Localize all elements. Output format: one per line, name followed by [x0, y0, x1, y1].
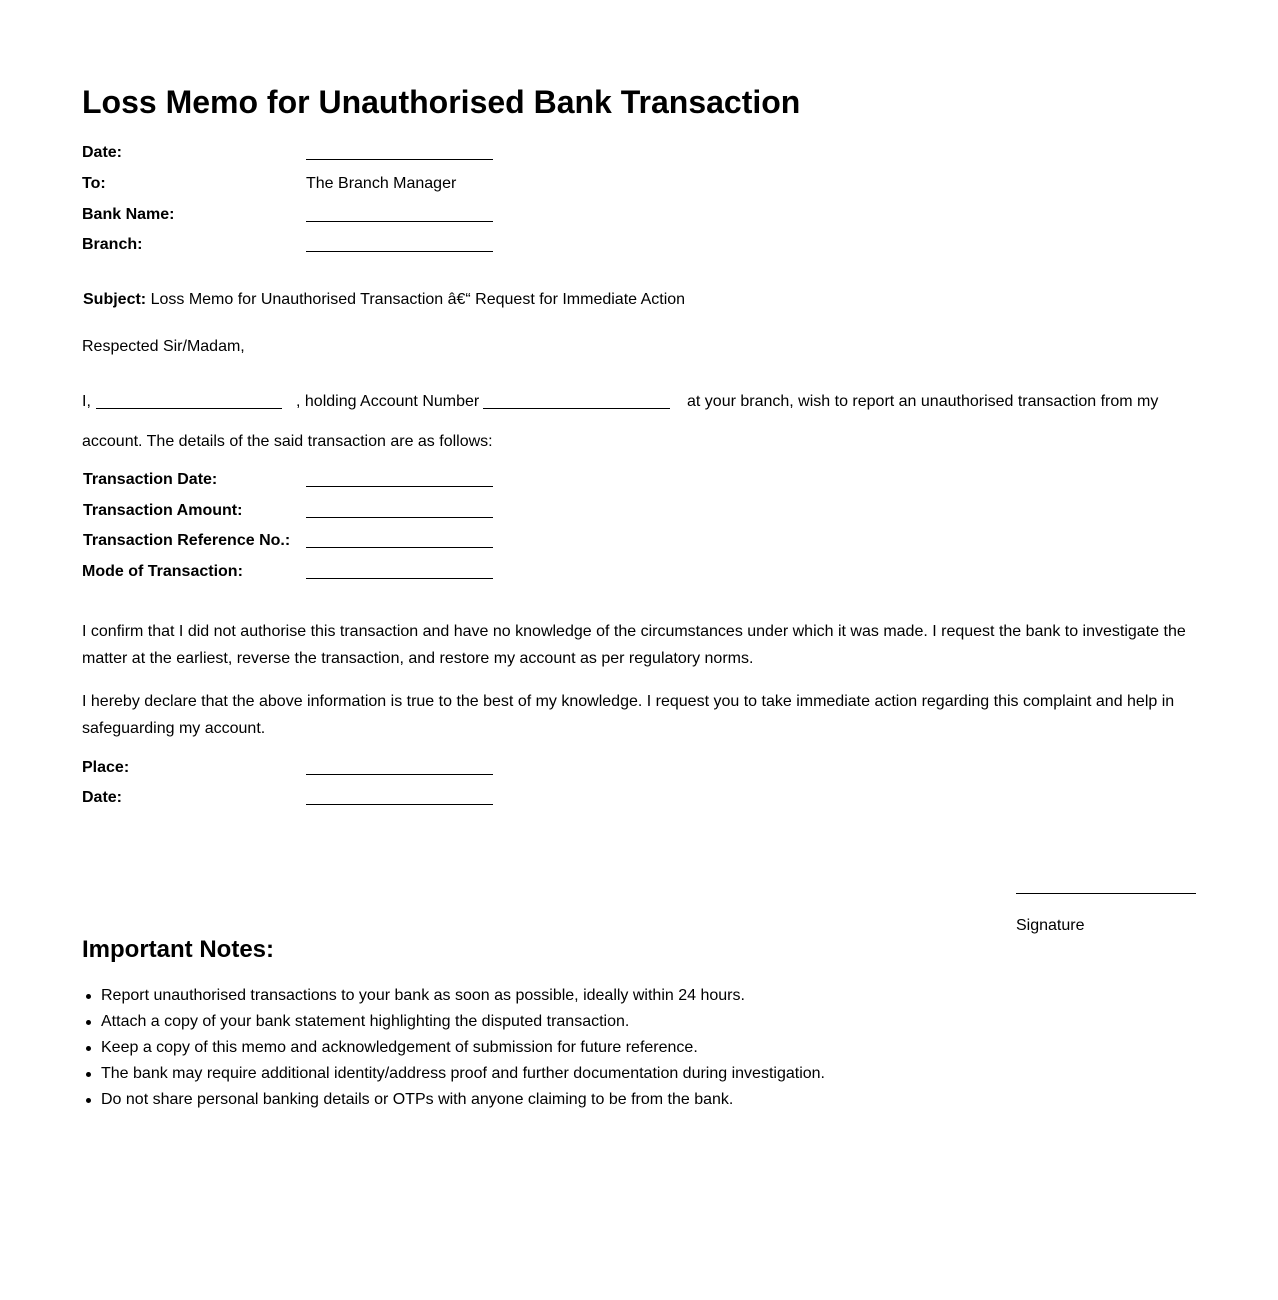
- place-blank: [306, 757, 493, 775]
- statement-line-2: account. The details of the said transaction are as follows:: [82, 433, 493, 450]
- bank-name-blank: [306, 204, 493, 222]
- subject-text: Loss Memo for Unauthorised Transaction â€“ Request for Immediate Action: [150, 291, 686, 308]
- branch-field-row: [82, 234, 682, 256]
- transaction-date-label: Transaction Date:: [83, 471, 218, 488]
- transaction-reference-row: [82, 530, 682, 552]
- transaction-reference-label: Transaction Reference No.:: [83, 532, 291, 549]
- confirmation-paragraph: I confirm that I did not authorise this transaction and have no knowledge of the circumstances under which it was made. I request the bank to investigate the matter at the earliest, reverse the transaction, and restore my account as per regulatory norms.: [82, 623, 1186, 667]
- date-blank: [306, 142, 493, 160]
- to-label: To:: [82, 175, 106, 192]
- signature-line: [1016, 876, 1196, 894]
- transaction-amount-label: Transaction Amount:: [83, 502, 243, 519]
- branch-blank: [306, 234, 493, 252]
- transaction-amount-row: [82, 500, 682, 522]
- page-title: Loss Memo for Unauthorised Bank Transaction: [82, 84, 801, 120]
- notes-title: Important Notes:: [82, 936, 274, 963]
- note-item: Keep a copy of this memo and acknowledgement of submission for future reference.: [101, 1035, 1196, 1061]
- bank-name-label: Bank Name:: [82, 206, 175, 223]
- to-value: The Branch Manager: [306, 175, 457, 192]
- footer-date-field-row: [82, 787, 682, 809]
- name-blank: [96, 391, 282, 409]
- place-label: Place:: [82, 759, 130, 776]
- date-label: Date:: [82, 144, 123, 161]
- transaction-mode-row: [82, 561, 682, 583]
- bank-name-field-row: [82, 204, 682, 226]
- transaction-mode-blank: [306, 561, 493, 579]
- transaction-date-blank: [306, 469, 493, 487]
- place-field-row: [82, 757, 682, 779]
- statement-prefix: I,: [82, 393, 91, 410]
- memo-document: [82, 0, 1196, 1300]
- transaction-reference-blank: [306, 530, 493, 548]
- footer-date-label: Date:: [82, 789, 123, 806]
- date-field-row: [82, 142, 682, 164]
- statement-line-1: [82, 391, 1196, 413]
- signature-label: Signature: [1016, 917, 1085, 934]
- salutation: Respected Sir/Madam,: [82, 338, 245, 355]
- notes-list: [82, 983, 1196, 1113]
- statement-suffix: at your branch, wish to report an unauthorised transaction from my: [687, 393, 1159, 410]
- note-item: Report unauthorised transactions to your bank as soon as possible, ideally within 24 hours.: [101, 983, 1196, 1009]
- footer-date-blank: [306, 787, 493, 805]
- note-item: The bank may require additional identity/address proof and further documentation during investigation.: [101, 1061, 1196, 1087]
- note-item: Attach a copy of your bank statement highlighting the disputed transaction.: [101, 1009, 1196, 1035]
- statement-middle: , holding Account Number: [296, 393, 480, 410]
- declaration-paragraph: I hereby declare that the above information is true to the best of my knowledge. I request you to take immediate action regarding this complaint and help in safeguarding my account.: [82, 693, 1175, 737]
- transaction-mode-label: Mode of Transaction:: [82, 563, 243, 580]
- branch-label: Branch:: [82, 236, 143, 253]
- subject-label: Subject:: [83, 291, 147, 308]
- account-number-blank: [483, 391, 670, 409]
- transaction-amount-blank: [306, 500, 493, 518]
- note-item: Do not share personal banking details or OTPs with anyone claiming to be from the bank.: [101, 1087, 1196, 1113]
- transaction-date-row: [82, 469, 682, 491]
- subject-line: [83, 289, 685, 311]
- to-field-row: [82, 173, 682, 195]
